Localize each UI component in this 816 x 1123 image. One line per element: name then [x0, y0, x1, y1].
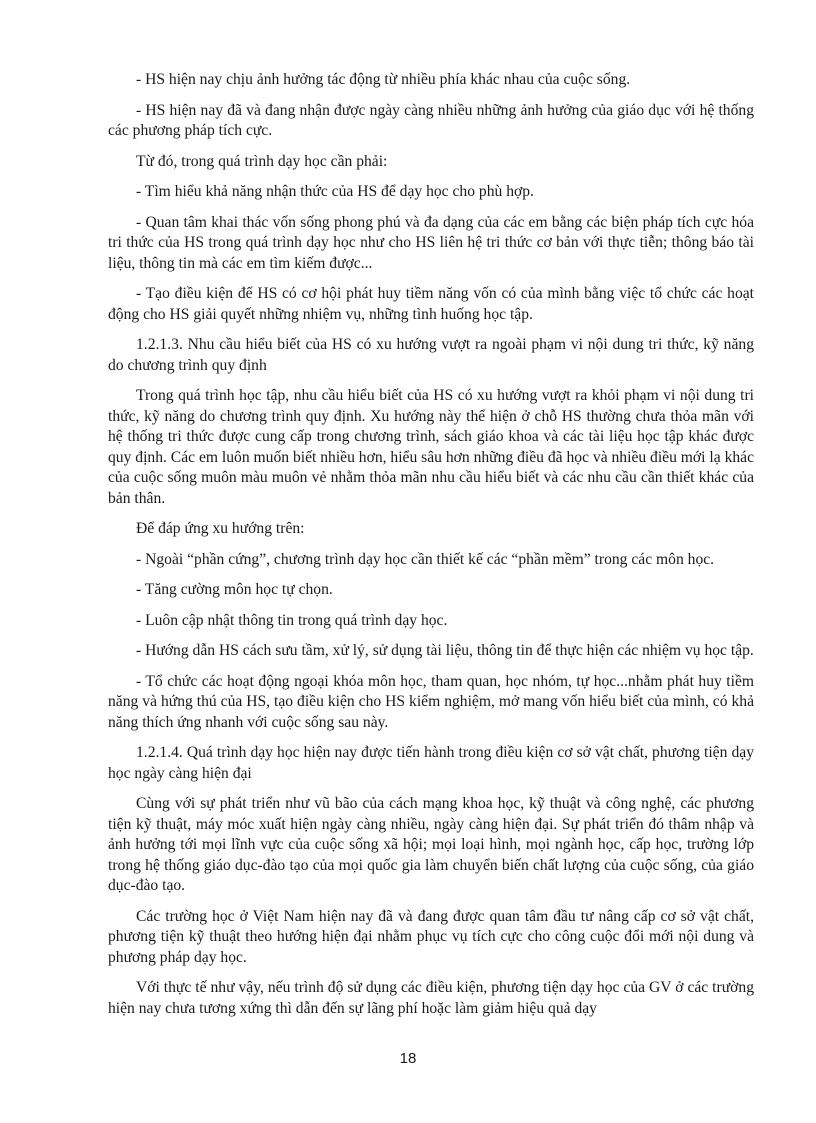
- paragraph: Để đáp ứng xu hướng trên:: [136, 520, 305, 537]
- paragraph: Các trường học ở Việt Nam hiện nay đã và đang được quan tâm đầu tư nâng cấp cơ sở vật chất, phương tiện kỹ thuật theo hướng hiện đại nhằm phục vụ tích cực cho công cuộc đổi mới nội dung và phương pháp dạy học.: [108, 907, 754, 966]
- paragraph: - Tăng cường môn học tự chọn.: [136, 581, 333, 598]
- section-heading: 1.2.1.3. Nhu cầu hiểu biết của HS có xu hướng vượt ra ngoài phạm vi nội dung tri thức, kỹ năng do chương trình quy định: [108, 336, 754, 374]
- paragraph: - Tạo điều kiện để HS có cơ hội phát huy tiềm năng vốn có của mình bằng việc tổ chức các hoạt động cho HS giải quyết những nhiệm vụ, những tình huống học tập.: [108, 285, 754, 323]
- paragraph: - Quan tâm khai thác vốn sống phong phú và đa dạng của các em bằng các biện pháp tích cực hóa tri thức của HS trong quá trình dạy học như cho HS liên hệ tri thức cơ bản với thực tiễn; thông báo tài liệu, thông tin mà các em tìm kiếm được...: [108, 213, 754, 272]
- paragraph: - Hướng dẫn HS cách sưu tầm, xử lý, sử dụng tài liệu, thông tin để thực hiện các nhiệm vụ học tập.: [136, 642, 754, 659]
- page-number: 18: [399, 1050, 417, 1067]
- paragraph: Cùng với sự phát triển như vũ bão của cách mạng khoa học, kỹ thuật và công nghệ, các phương tiện kỹ thuật, máy móc xuất hiện ngày càng nhiều, ngày càng hiện đại. Sự phát triển đó thâm nhập và ảnh hưởng tới mọi lĩnh vực của cuộc sống xã hội; mọi loại hình, mọi ngành học, cấp học, trường lớp trong hệ thống giáo dục-đào tạo của mọi quốc gia làm chuyển biến chất lượng của cuộc sống, của giáo dục-đào tạo.: [108, 795, 754, 894]
- paragraph: - HS hiện nay đã và đang nhận được ngày càng nhiều những ảnh hưởng của giáo dục với hệ thống các phương pháp tích cực.: [108, 101, 754, 139]
- paragraph: Với thực tế như vậy, nếu trình độ sử dụng các điều kiện, phương tiện dạy học của GV ở các trường hiện nay chưa tương xứng thì dẫn đến sự lãng phí hoặc làm giảm hiệu quả dạy: [108, 979, 754, 1017]
- paragraph: Trong quá trình học tập, nhu cầu hiểu biết của HS có xu hướng vượt ra khỏi phạm vi nội dung tri thức, kỹ năng do chương trình quy định. Xu hướng này thể hiện ở chỗ HS thường chưa thỏa mãn với hệ thống tri thức được cung cấp trong chương trình, sách giáo khoa và các tài liệu học tập khác được quy định. Các em luôn muốn biết nhiều hơn, hiểu sâu hơn những điều đã học và nhiều điều mới lạ khác của cuộc sống muôn màu muôn vẻ nhằm thỏa mãn nhu cầu hiểu biết và các nhu cầu cần thiết khác của bản thân.: [108, 387, 754, 507]
- paragraph: - Ngoài “phần cứng”, chương trình dạy học cần thiết kế các “phần mềm” trong các môn học.: [136, 550, 715, 568]
- paragraph: - Tìm hiểu khả năng nhận thức của HS để dạy học cho phù hợp.: [136, 183, 534, 200]
- paragraph: - Tổ chức các hoạt động ngoại khóa môn học, tham quan, học nhóm, tự học...nhằm phát huy tiềm năng và hứng thú của HS, tạo điều kiện cho HS kiểm nghiệm, mở mang vốn hiểu biết của mình, có khả năng thích ứng nhanh với cuộc sống sau này.: [108, 672, 754, 731]
- paragraph: - Luôn cập nhật thông tin trong quá trình dạy học.: [136, 611, 448, 629]
- paragraph: Từ đó, trong quá trình dạy học cần phải:: [136, 152, 388, 170]
- paragraph: - HS hiện nay chịu ảnh hưởng tác động từ nhiều phía khác nhau của cuộc sống.: [136, 71, 631, 88]
- page-body: [108, 70, 754, 1029]
- section-heading: 1.2.1.4. Quá trình dạy học hiện nay được tiến hành trong điều kiện cơ sở vật chất, phương tiện dạy học ngày càng hiện đại: [108, 744, 754, 782]
